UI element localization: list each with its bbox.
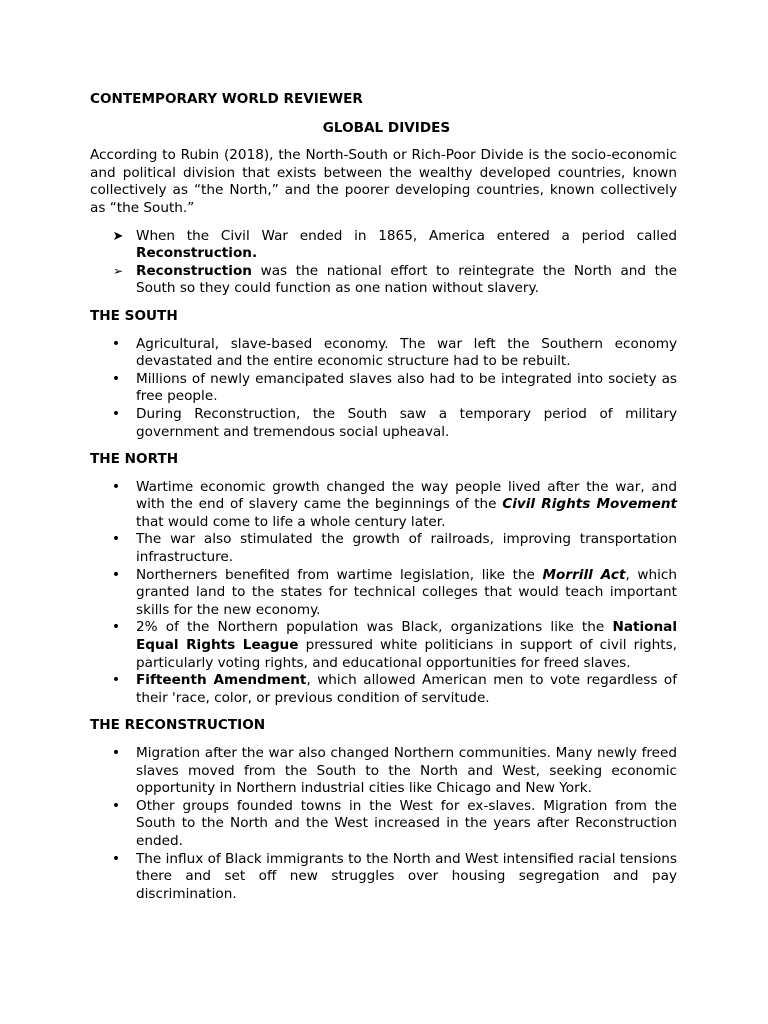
bullet-icon: •: [111, 478, 121, 495]
list-item: • Millions of newly emancipated slaves also had to be integrated into society as free people.: [90, 371, 677, 406]
list-item: • Migration after the war also changed Northern communities. Many newly freed slaves moved from the South to the North and West, seeking economic opportunity in Northern industrial cities like Chicago and New York.: [90, 745, 677, 798]
document-title: CONTEMPORARY WORLD REVIEWER: [90, 91, 363, 107]
bullet-icon: •: [111, 619, 121, 636]
list-item: • Northerners benefited from wartime legislation, like the Morrill Act, which granted land to the states for technical colleges that would teach important skills for the new economy.: [90, 567, 677, 620]
bullet-icon: •: [111, 797, 121, 814]
bullet-icon: •: [111, 672, 121, 689]
intro-points-list: [90, 228, 677, 298]
bullet-icon: •: [111, 405, 121, 422]
document-page: [90, 91, 677, 913]
list-item: • Wartime economic growth changed the way people lived after the war, and with the end of slavery came the beginnings of the Civil Rights Movement that would come to life a whole century later.: [90, 479, 677, 532]
list-item: • Other groups founded towns in the West for ex-slaves. Migration from the South to the North and the West increased in the years after Reconstruction ended.: [90, 798, 677, 851]
bullet-icon: •: [111, 850, 121, 867]
bullet-icon: •: [111, 745, 121, 761]
reconstruction-list: [90, 745, 677, 903]
bullet-icon: •: [111, 335, 121, 352]
document-subtitle: GLOBAL DIVIDES: [322, 119, 451, 136]
list-item: ➤ When the Civil War ended in 1865, America entered a period called Reconstruction.: [112, 227, 677, 262]
list-item: ➢ Reconstruction was the national effort to reintegrate the North and the South so they could function as one nation without slavery.: [112, 262, 677, 297]
bullet-icon: •: [111, 370, 121, 387]
list-item: • 2% of the Northern population was Black, organizations like the National Equal Rights League pressured white politicians in support of civil rights, particularly voting rights, and educational opportunities for freed slaves.: [90, 619, 677, 672]
north-list: [90, 479, 677, 708]
section-heading-reconstruction: THE RECONSTRUCTION: [90, 717, 266, 734]
arrow-bullet-icon: ➤: [112, 228, 124, 244]
south-list: [90, 336, 677, 442]
list-item: • The influx of Black immigrants to the North and West intensified racial tensions there and set off new struggles over housing segregation and pay discrimination.: [90, 851, 677, 904]
list-item: • During Reconstruction, the South saw a temporary period of military government and tremendous social upheaval.: [90, 406, 677, 441]
list-item: • The war also stimulated the growth of railroads, improving transportation infrastructure.: [90, 531, 677, 566]
intro-paragraph: According to Rubin (2018), the North-South or Rich-Poor Divide is the socio-economic and political division that exists between the wealthy developed countries, known collectively as “the North,” and the poorer developing countries, known collectively as “the South.”: [90, 147, 677, 216]
arrow-bullet-icon: ➢: [112, 263, 124, 278]
section-heading-north: THE NORTH: [90, 451, 179, 468]
section-heading-south: THE SOUTH: [90, 307, 178, 324]
bullet-icon: •: [111, 566, 121, 583]
list-item: • Fifteenth Amendment, which allowed American men to vote regardless of their 'race, color, or previous condition of servitude.: [90, 672, 677, 707]
list-item: • Agricultural, slave-based economy. The war left the Southern economy devastated and the entire economic structure had to be rebuilt.: [90, 336, 677, 371]
bullet-icon: •: [111, 531, 121, 548]
